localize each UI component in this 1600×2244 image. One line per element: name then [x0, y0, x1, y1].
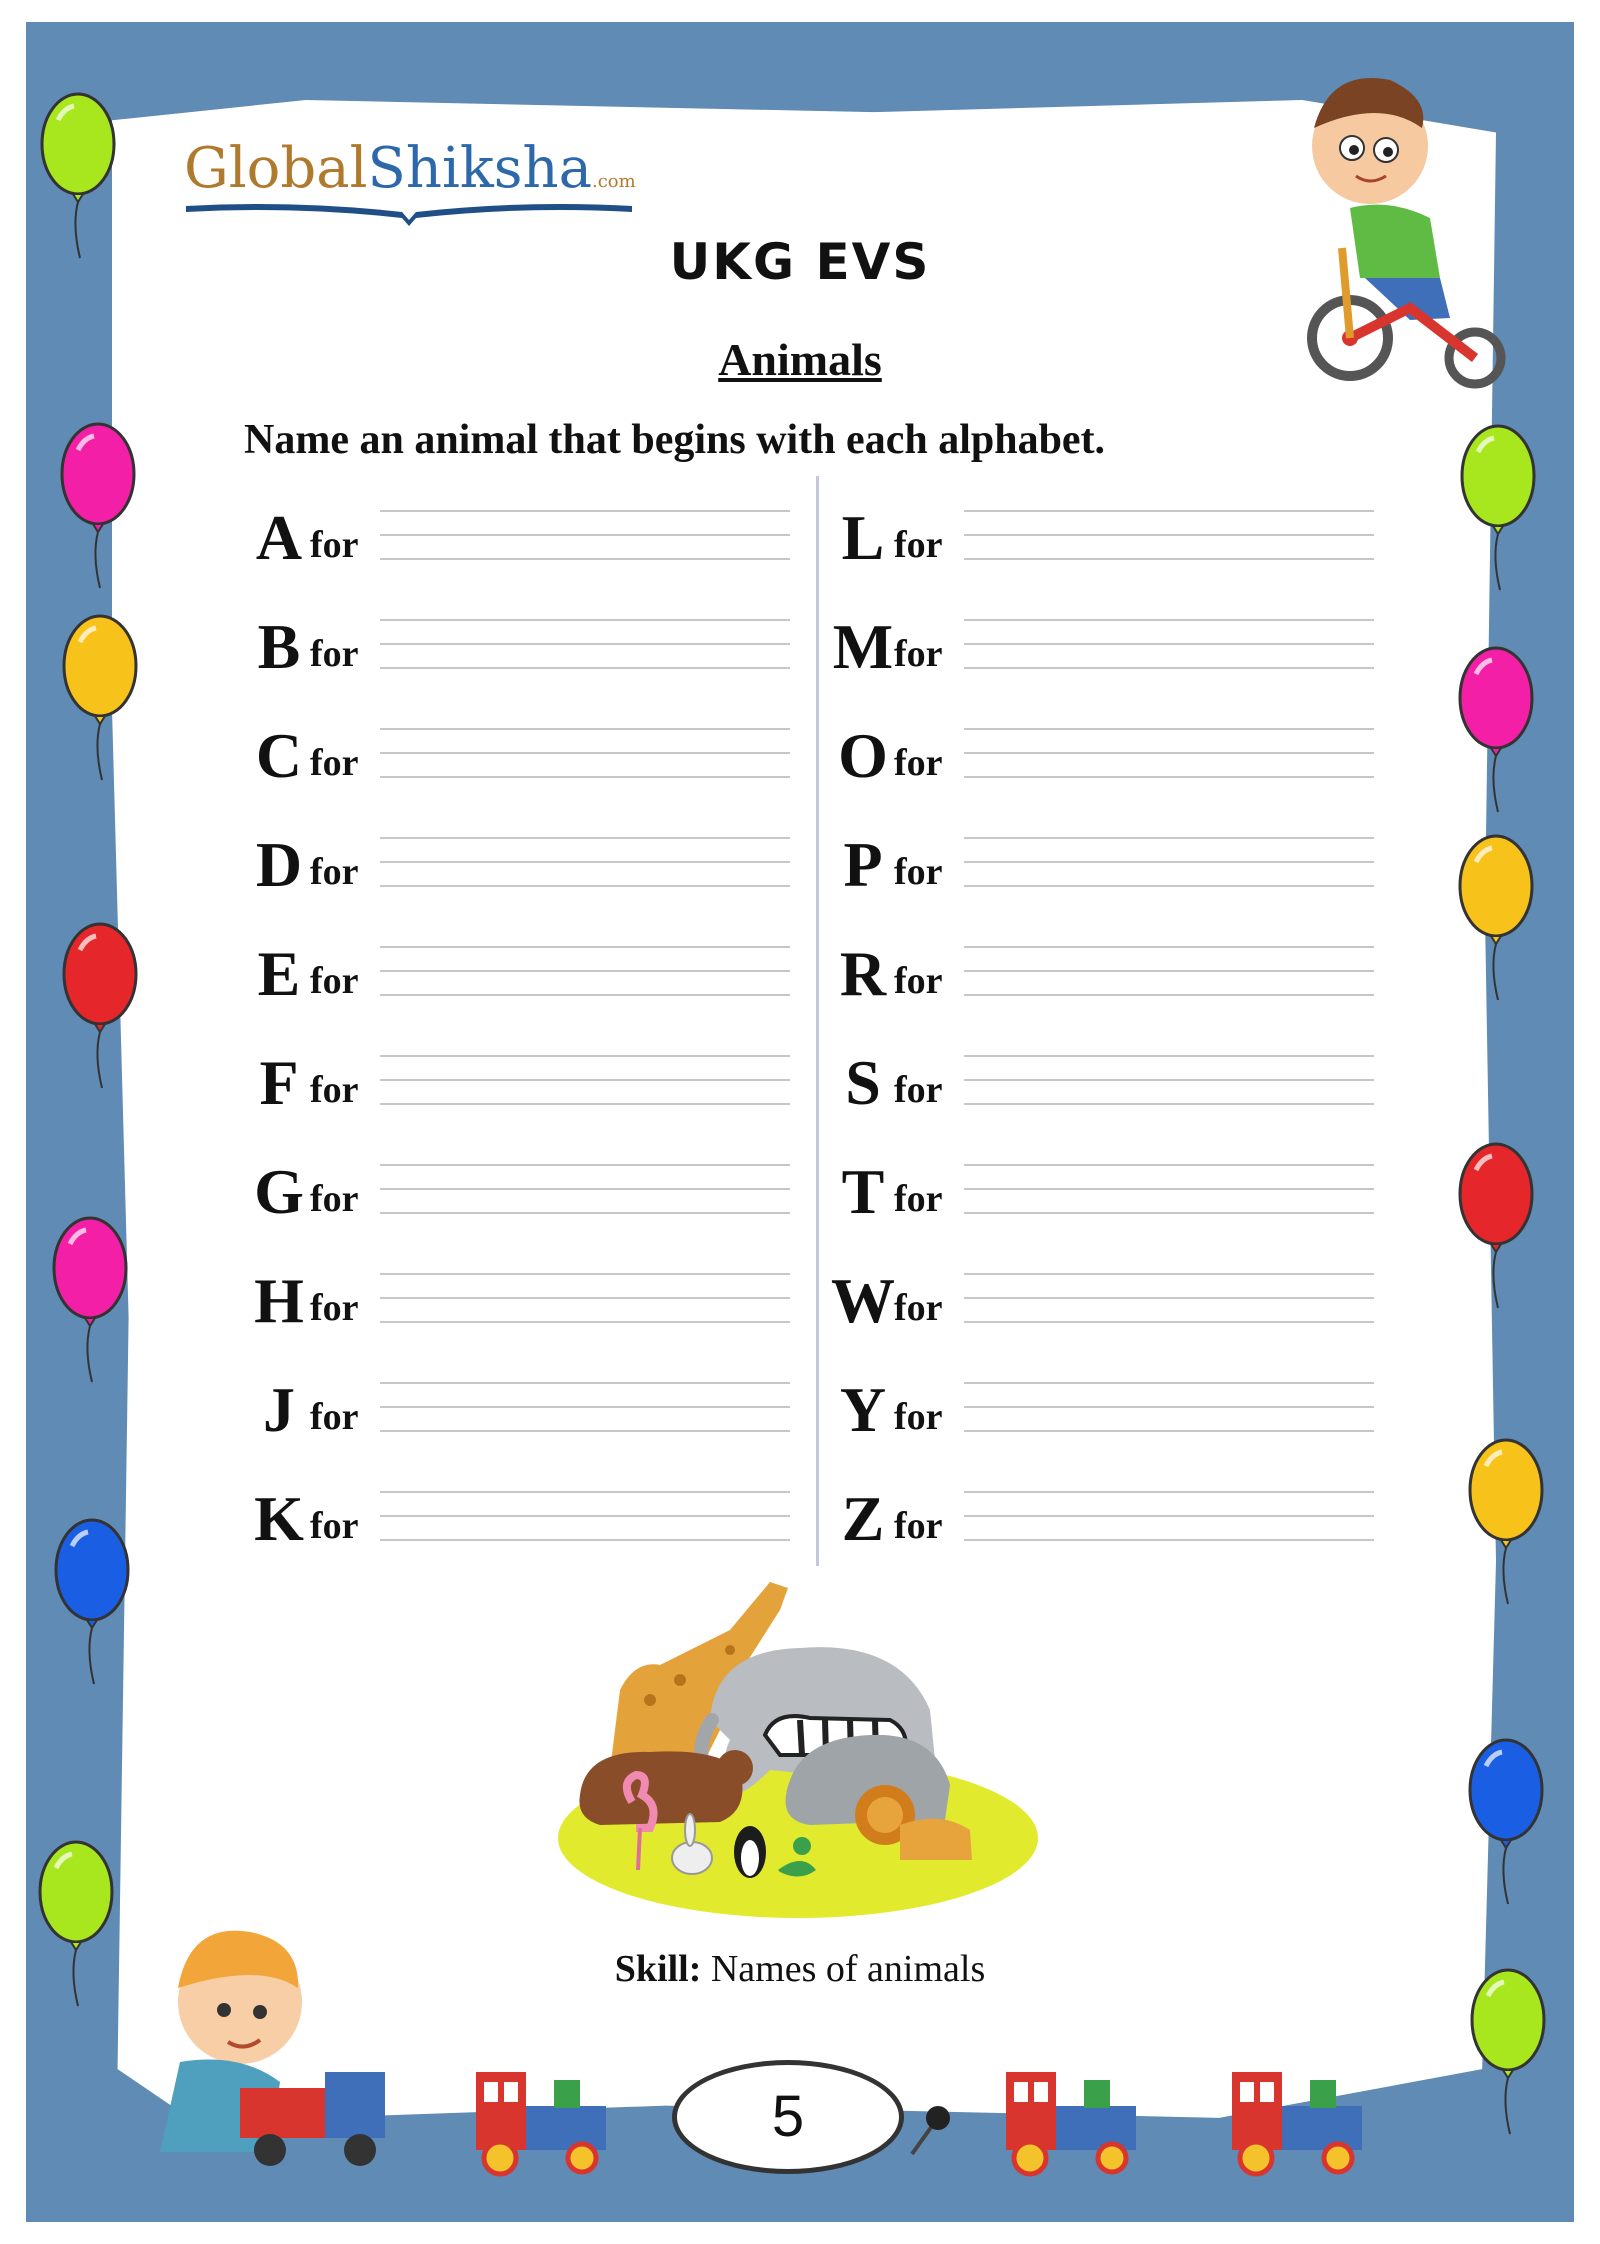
answer-writing-lines[interactable]	[964, 510, 1374, 560]
for-label: for	[310, 851, 359, 893]
alphabet-letter: R	[839, 938, 887, 1009]
answer-row	[828, 1045, 1388, 1154]
writing-line	[380, 643, 790, 645]
alphabet-letter: P	[843, 829, 883, 900]
writing-line	[380, 994, 790, 996]
answer-row	[244, 1372, 804, 1481]
for-label: for	[310, 1287, 359, 1329]
toy-train-icon	[1000, 2060, 1150, 2180]
boy-with-truck-illustration	[120, 1892, 420, 2192]
answer-writing-lines[interactable]	[964, 1273, 1374, 1323]
answer-row	[244, 827, 804, 936]
balloon-icon	[1466, 1436, 1546, 1606]
answer-writing-lines[interactable]	[964, 1491, 1374, 1541]
writing-line	[964, 558, 1374, 560]
writing-line	[964, 1188, 1374, 1190]
alphabet-letter: Z	[841, 1483, 885, 1554]
writing-line	[380, 1273, 790, 1275]
writing-line	[964, 510, 1374, 512]
writing-line	[380, 1079, 790, 1081]
page-title: UKG EVS	[669, 233, 931, 291]
balloon-icon	[58, 420, 138, 590]
for-label: for	[310, 742, 359, 784]
writing-line	[964, 1164, 1374, 1166]
balloon-icon	[38, 90, 118, 260]
alphabet-letter: T	[841, 1156, 885, 1227]
for-label: for	[310, 1178, 359, 1220]
answer-writing-lines[interactable]	[964, 728, 1374, 778]
alphabet-letter: Y	[839, 1374, 887, 1445]
left-column	[244, 500, 804, 1590]
writing-line	[964, 1430, 1374, 1432]
writing-line	[380, 1515, 790, 1517]
answer-writing-lines[interactable]	[380, 1055, 790, 1105]
balloon-icon	[1458, 422, 1538, 592]
balloon-icon	[1456, 1140, 1536, 1310]
pushpin-icon	[900, 2096, 960, 2166]
writing-line	[964, 1055, 1374, 1057]
writing-line	[380, 1430, 790, 1432]
writing-line	[964, 837, 1374, 839]
writing-line	[964, 861, 1374, 863]
writing-line	[964, 1103, 1374, 1105]
balloon-icon	[1456, 832, 1536, 1002]
page-subtitle: Animals	[718, 334, 882, 385]
answer-writing-lines[interactable]	[964, 946, 1374, 996]
answer-writing-lines[interactable]	[964, 1382, 1374, 1432]
logo-part-global: Global	[184, 136, 368, 201]
writing-line	[964, 1382, 1374, 1384]
for-label: for	[894, 633, 943, 675]
alphabet-letter: J	[263, 1374, 295, 1445]
column-divider	[816, 476, 819, 1566]
balloon-icon	[50, 1214, 130, 1384]
alphabet-letter: G	[254, 1156, 304, 1227]
writing-line	[964, 1273, 1374, 1275]
alphabet-letter: O	[838, 720, 888, 791]
alphabet-letter: S	[845, 1047, 881, 1118]
alphabet-letter: L	[841, 502, 885, 573]
for-label: for	[894, 851, 943, 893]
alphabet-letter: E	[257, 938, 301, 1009]
answer-writing-lines[interactable]	[380, 1382, 790, 1432]
answer-writing-lines[interactable]	[380, 1273, 790, 1323]
answer-row	[244, 936, 804, 1045]
balloon-icon	[1468, 1966, 1548, 2136]
writing-line	[964, 1079, 1374, 1081]
alphabet-letter: M	[832, 611, 894, 682]
answer-row	[828, 1372, 1388, 1481]
alphabet-letter: A	[255, 502, 303, 573]
skill-text: Names of animals	[710, 1948, 986, 1990]
globalshiksha-logo	[184, 136, 644, 236]
answer-writing-lines[interactable]	[380, 1491, 790, 1541]
skill-label: Skill:	[614, 1948, 702, 1990]
toy-train-icon	[1226, 2060, 1376, 2180]
answer-row	[828, 827, 1388, 936]
answer-writing-lines[interactable]	[964, 1164, 1374, 1214]
answer-row	[244, 500, 804, 609]
writing-line	[964, 1321, 1374, 1323]
writing-line	[380, 1055, 790, 1057]
page-number-badge: 5	[672, 2060, 904, 2174]
answer-writing-lines[interactable]	[380, 619, 790, 669]
answer-row	[828, 500, 1388, 609]
alphabet-letter: K	[254, 1483, 304, 1554]
writing-line	[380, 946, 790, 948]
book-icon	[184, 198, 634, 228]
writing-line	[964, 667, 1374, 669]
answer-row	[828, 936, 1388, 1045]
writing-line	[964, 1297, 1374, 1299]
writing-line	[964, 534, 1374, 536]
for-label: for	[894, 1178, 943, 1220]
balloon-icon	[60, 612, 140, 782]
writing-line	[964, 1539, 1374, 1541]
instruction-text: Name an animal that begins with each alphabet.	[244, 417, 1106, 463]
writing-line	[380, 558, 790, 560]
alphabet-letter: B	[257, 611, 301, 682]
writing-line	[380, 619, 790, 621]
answer-row	[244, 1263, 804, 1372]
writing-line	[964, 643, 1374, 645]
alphabet-letter: W	[831, 1265, 895, 1336]
animals-illustration	[540, 1570, 1060, 1920]
answer-writing-lines[interactable]	[964, 837, 1374, 887]
writing-line	[380, 1491, 790, 1493]
writing-line	[964, 1491, 1374, 1493]
answer-writing-lines[interactable]	[380, 510, 790, 560]
for-label: for	[894, 1396, 943, 1438]
balloon-icon	[1456, 644, 1536, 814]
toy-train-icon	[470, 2060, 620, 2180]
answer-writing-lines[interactable]	[380, 1164, 790, 1214]
writing-line	[380, 1103, 790, 1105]
writing-line	[964, 885, 1374, 887]
answer-row	[244, 1154, 804, 1263]
writing-line	[380, 1297, 790, 1299]
for-label: for	[310, 524, 359, 566]
for-label: for	[894, 1287, 943, 1329]
writing-line	[380, 1382, 790, 1384]
writing-line	[380, 1164, 790, 1166]
alphabet-letter: F	[259, 1047, 299, 1118]
answer-writing-lines[interactable]	[964, 619, 1374, 669]
for-label: for	[310, 1505, 359, 1547]
writing-line	[380, 1188, 790, 1190]
right-column	[828, 500, 1388, 1590]
writing-line	[964, 1406, 1374, 1408]
for-label: for	[894, 524, 943, 566]
answer-writing-lines[interactable]	[380, 728, 790, 778]
answer-row	[244, 609, 804, 718]
boy-on-tricycle-illustration	[1290, 58, 1530, 398]
for-label: for	[894, 1505, 943, 1547]
balloon-icon	[60, 920, 140, 1090]
writing-line	[964, 1212, 1374, 1214]
writing-line	[380, 752, 790, 754]
balloon-icon	[1466, 1736, 1546, 1906]
logo-part-shiksha: Shiksha	[367, 136, 592, 201]
for-label: for	[894, 960, 943, 1002]
answer-row	[244, 1045, 804, 1154]
writing-line	[964, 776, 1374, 778]
logo-suffix: .com	[591, 171, 636, 192]
for-label: for	[894, 1069, 943, 1111]
writing-line	[964, 728, 1374, 730]
writing-line	[964, 994, 1374, 996]
answer-writing-lines[interactable]	[380, 837, 790, 887]
writing-line	[380, 1321, 790, 1323]
answer-row	[828, 609, 1388, 718]
alphabet-letter: H	[254, 1265, 304, 1336]
balloon-icon	[52, 1516, 132, 1686]
writing-line	[380, 534, 790, 536]
balloon-icon	[36, 1838, 116, 2008]
answer-writing-lines[interactable]	[380, 946, 790, 996]
writing-line	[964, 752, 1374, 754]
writing-line	[380, 885, 790, 887]
answer-writing-lines[interactable]	[964, 1055, 1374, 1105]
writing-line	[380, 1212, 790, 1214]
writing-line	[380, 970, 790, 972]
for-label: for	[310, 960, 359, 1002]
writing-line	[380, 837, 790, 839]
writing-line	[380, 1539, 790, 1541]
writing-line	[380, 510, 790, 512]
alphabet-letter: C	[255, 720, 303, 791]
for-label: for	[310, 633, 359, 675]
answer-row	[828, 1263, 1388, 1372]
writing-line	[380, 861, 790, 863]
writing-line	[964, 619, 1374, 621]
answer-row	[828, 718, 1388, 827]
answer-row	[828, 1154, 1388, 1263]
writing-line	[380, 776, 790, 778]
writing-line	[964, 1515, 1374, 1517]
for-label: for	[310, 1069, 359, 1111]
writing-line	[964, 970, 1374, 972]
writing-line	[964, 946, 1374, 948]
for-label: for	[310, 1396, 359, 1438]
writing-line	[380, 667, 790, 669]
writing-line	[380, 1406, 790, 1408]
for-label: for	[894, 742, 943, 784]
alphabet-letter: D	[255, 829, 303, 900]
answer-row	[244, 718, 804, 827]
writing-line	[380, 728, 790, 730]
